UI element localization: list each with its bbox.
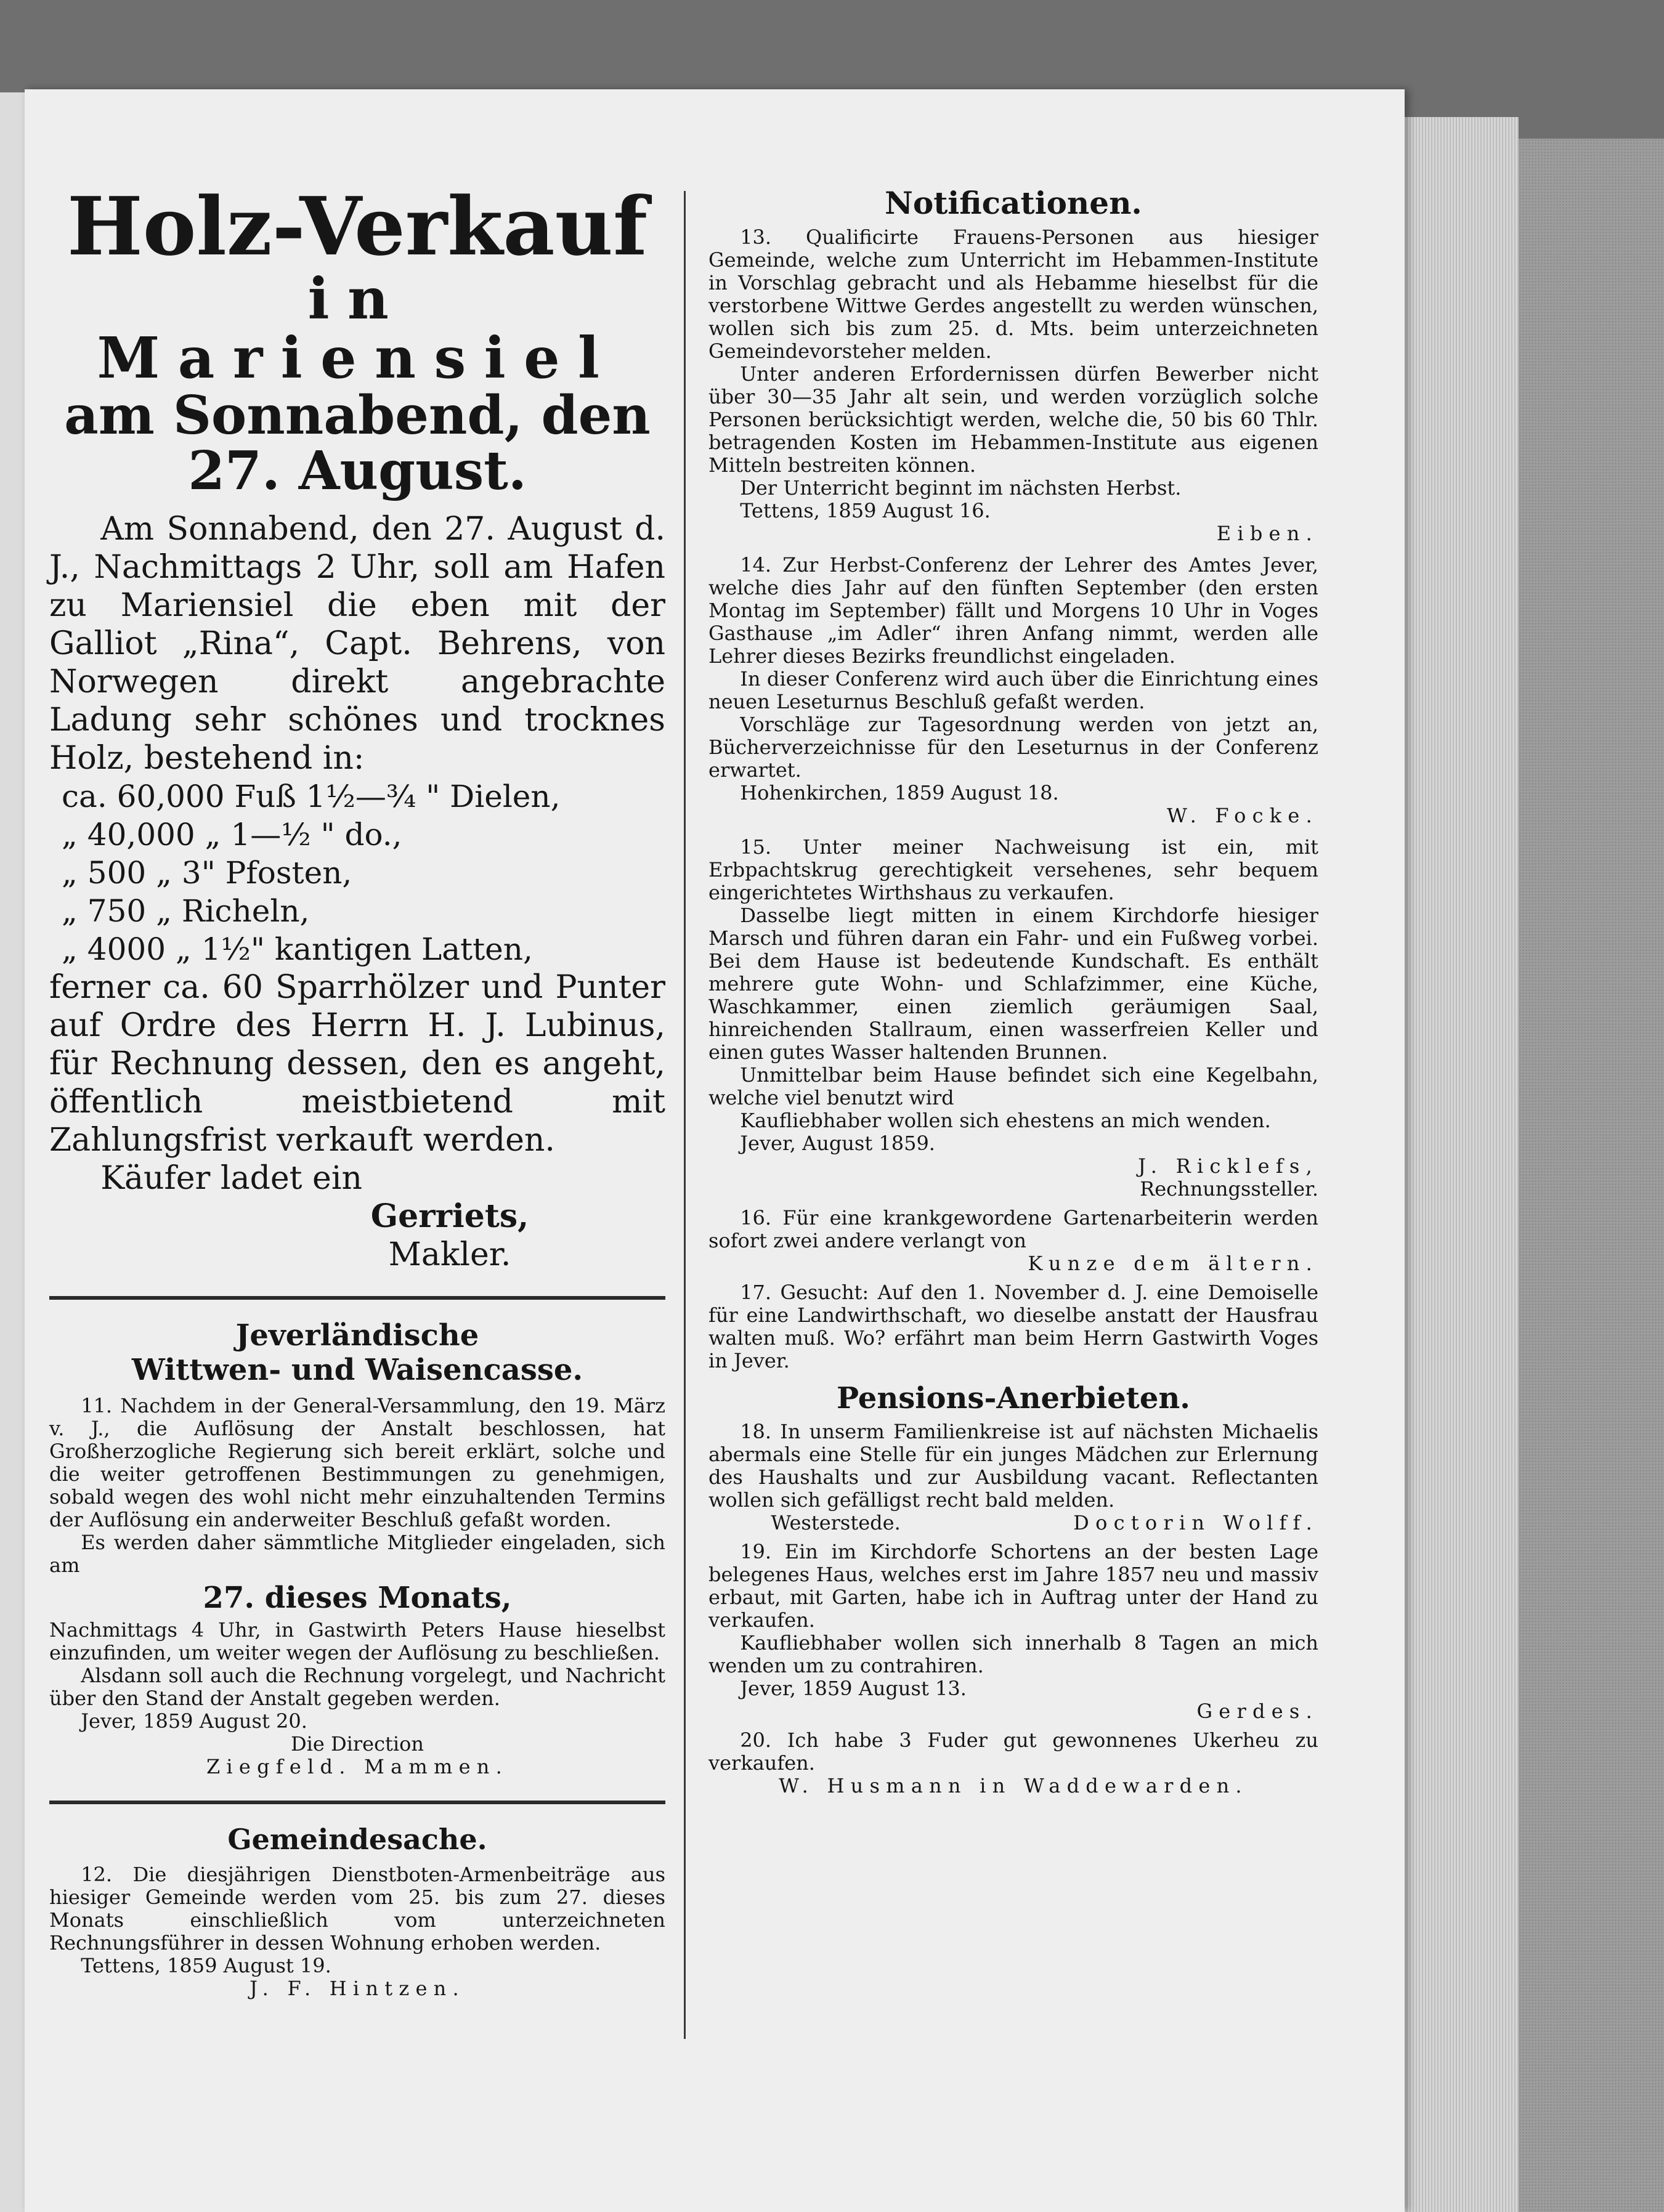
ad-title-3: am Sonnabend, den: [64, 384, 651, 447]
ad-item-list: [62, 777, 665, 968]
ad-item: ca. 60,000 Fuß 1½—¾ " Dielen,: [62, 779, 561, 815]
timber-sale-ad: [49, 179, 665, 1274]
widow-sign-2: Ziegfeld. Mammen.: [206, 1755, 509, 1779]
notice-18: 18. In unserm Familienkreise ist auf nächsten Michaelis abermals eine Stelle für ein junges Mädchen zur Erlernung des Haushalts und zur Ausbildung vacant. Reflectanten wollen sich gefälligst recht bald melden.: [708, 1420, 1318, 1512]
widow-sign-1: Die Direction: [290, 1732, 424, 1756]
notice-18-footer: [708, 1512, 1318, 1534]
notice-14-p2: In dieser Conferenz wird auch über die Einrichtung eines neuen Leseturnus Beschluß gefaßt werden.: [708, 667, 1318, 713]
page-edges: [1389, 117, 1519, 2212]
widow-head-2: Wittwen- und Waisencasse.: [131, 1353, 583, 1388]
column-divider: [684, 191, 686, 2039]
notice-16: 16. Für eine krankgewordene Gartenarbeiterin werden sofort zwei andere verlangt von: [708, 1206, 1318, 1252]
widow-p3: Nachmittags 4 Uhr, in Gastwirth Peters Hause hieselbst einzufinden, um weiter wegen der Auflösung zu beschließen.: [49, 1618, 665, 1665]
previous-page-edge: [0, 92, 25, 2212]
community-notice: [49, 1823, 665, 2000]
notice-13-p1: 13. Qualificirte Frauens-Personen aus hiesiger Gemeinde, welche zum Unterricht im Hebammen-Institute in Vorschlag gebracht und als Hebamme hieselbst für die verstorbene Wittwe Gerdes angestellt zu werden wünschen, wollen sich bis zum 25. d. Mts. beim unterzeichneten Gemeindevorsteher melden.: [708, 225, 1318, 363]
widow-head-1: Jeverländische: [235, 1318, 479, 1353]
ad-item: „ 750 „ Richeln,: [62, 893, 310, 930]
notice-15-p4: Kaufliebhaber wollen sich ehestens an mich wenden.: [740, 1109, 1271, 1132]
section-divider: [49, 1296, 665, 1300]
widow-p1: 11. Nachdem in der General-Versammlung, den 19. März v. J., die Auflösung der Anstalt beschlossen, hat Großherzogliche Regierung sich bereit erklärt, solche und die weiter getroffenen Bestimmungen zu genehmigen, sobald wegen des wohl nicht mehr einzuhaltenden Termins der Auflösung ein anderweiter Beschluß gefaßt worden.: [49, 1394, 665, 1532]
notice-13-place: Tettens, 1859 August 16.: [740, 499, 991, 522]
notice-14-p1: 14. Zur Herbst-Conferenz der Lehrer des Amtes Jever, welche dies Jahr auf den fünften September (den ersten Montag im September) fällt und Morgens 10 Uhr in Voges Gasthause „im Adler“ ihren Anfang nimmt, werden alle Lehrer dieses Bezirks freundlichst eingeladen.: [708, 553, 1318, 668]
ad-sign-role: Makler.: [388, 1236, 511, 1274]
ad-item: „ 40,000 „ 1—½ " do.,: [62, 817, 402, 853]
widow-date: 27. dieses Monats,: [203, 1581, 512, 1616]
left-column: [49, 179, 665, 2001]
notice-20-sign: W. Husmann in Waddewarden.: [779, 1774, 1248, 1797]
gemeinde-place: Tettens, 1859 August 19.: [81, 1954, 331, 1978]
notice-17: 17. Gesucht: Auf den 1. November d. J. eine Demoiselle für eine Landwirthschaft, wo dieselbe anstatt der Hausfrau walten muß. Wo? erfährt man beim Herrn Gastwirth Voges in Jever.: [708, 1281, 1318, 1372]
pension-offers: [708, 1381, 1318, 1797]
notice-15-p1: 15. Unter meiner Nachweisung ist ein, mit Erbpachtskrug gerechtigkeit versehenes, sehr bequem eingerichtetes Wirthshaus zu verkaufen.: [708, 835, 1318, 904]
ad-item: „ 500 „ 3" Pfosten,: [62, 855, 352, 891]
ad-title-4: 27. August.: [188, 439, 527, 502]
notice-19-p1: 19. Ein im Kirchdorfe Schortens an der besten Lage belegenes Haus, welches erst im Jahre 1857 neu und massiv erbaut, mit Garten, habe ich in Auftrag unter der Hand zu verkaufen.: [708, 1540, 1318, 1632]
notice-19-place: Jever, 1859 August 13.: [740, 1677, 967, 1700]
notice-13-sign: Eiben.: [1216, 522, 1318, 545]
notice-15-place: Jever, August 1859.: [740, 1132, 935, 1155]
notice-19-sign: Gerdes.: [1196, 1700, 1318, 1723]
notice-13-p3: Der Unterricht beginnt im nächsten Herbst.: [740, 476, 1182, 500]
notice-15-p3: Unmittelbar beim Hause befindet sich eine Kegelbahn, welche viel benutzt wird: [708, 1063, 1318, 1109]
pension-head: Pensions-Anerbieten.: [837, 1381, 1190, 1416]
ad-body-1: Am Sonnabend, den 27. August d. J., Nachmittags 2 Uhr, soll am Hafen zu Mariensiel die eben mit der Galliot „Rina“, Capt. Behrens, von Norwegen direkt angebrachte Ladung sehr schönes und trocknes Holz, bestehend in:: [49, 511, 665, 777]
notice-15-sign-1: J. Ricklefs,: [1138, 1154, 1318, 1178]
notice-15-p2: Dasselbe liegt mitten in einem Kirchdorfe hiesiger Marsch und führen daran ein Fahr- und ein Fußweg vorbei. Bei dem Hause ist bedeutende Kundschaft. Es enthält mehrere gute Wohn- und Schlafzimmer, eine Küche, Waschkammer, einen ziemlich geräumigen Saal, hinreichenden Stallraum, einen wasserfreien Keller und einen gutes Wasser haltenden Brunnen.: [708, 904, 1318, 1064]
notice-20: 20. Ich habe 3 Fuder gut gewonnenes Ukerheu zu verkaufen.: [708, 1728, 1318, 1775]
notice-19-p2: Kaufliebhaber wollen sich innerhalb 8 Tagen an mich wenden um zu contrahiren.: [708, 1631, 1318, 1677]
ad-invite: Käufer ladet ein: [100, 1160, 362, 1197]
notice-15-sign-2: Rechnungssteller.: [1140, 1177, 1318, 1201]
widow-fund-notice: [49, 1318, 665, 1778]
ad-sign-name: Gerriets,: [370, 1197, 529, 1236]
notif-head: Notificationen.: [885, 185, 1142, 221]
ad-title-2: in Mariensiel: [97, 265, 618, 392]
notice-18-sign: Doctorin Wolff.: [1073, 1511, 1318, 1534]
section-divider: [49, 1801, 665, 1804]
widow-p2: Es werden daher sämmtliche Mitglieder eingeladen, sich am: [49, 1531, 665, 1578]
gemeinde-sign: J. F. Hintzen.: [250, 1977, 465, 2001]
ad-body-2: ferner ca. 60 Sparrhölzer und Punter auf Ordre des Herrn H. J. Lubinus, für Rechnung dessen, den es angeht, öffentlich meistbietend mit Zahlungsfrist verkauft werden.: [49, 969, 665, 1159]
notice-13-p2: Unter anderen Erfordernissen dürfen Bewerber nicht über 30—35 Jahr alt sein, und werden vorzüglich solche Personen berücksichtigt werden, welche die, 50 bis 60 Thlr. betragenden Kosten im Hebammen-Institute aus eigenen Mitteln bestreiten können.: [708, 362, 1318, 477]
notice-18-place: Westerstede.: [771, 1511, 901, 1534]
notice-16-sign: Kunze dem ältern.: [1028, 1252, 1318, 1275]
gemeinde-head: Gemeindesache.: [227, 1823, 487, 1857]
notifications: [708, 185, 1318, 1372]
gemeinde-p1: 12. Die diesjährigen Dienstboten-Armenbeiträge aus hiesiger Gemeinde werden vom 25. bis zum 27. dieses Monats einschließlich vom unterzeichneten Rechnungsführer in dessen Wohnung erhoben werden.: [49, 1863, 665, 1955]
notice-14-sign: W. Focke.: [1167, 804, 1318, 827]
ad-item: „ 4000 „ 1½" kantigen Latten,: [62, 931, 533, 968]
notice-14-place: Hohenkirchen, 1859 August 18.: [740, 781, 1059, 804]
widow-place: Jever, 1859 August 20.: [81, 1709, 307, 1733]
notice-14-p3: Vorschläge zur Tagesordnung werden von jetzt an, Bücherverzeichnisse für den Leseturnus in der Conferenz erwartet.: [708, 713, 1318, 782]
widow-p4: Alsdann soll auch die Rechnung vorgelegt, und Nachricht über den Stand der Anstalt gegeben werden.: [49, 1664, 665, 1711]
right-column: [708, 185, 1318, 1797]
ad-title-1: Holz-Verkauf: [67, 179, 648, 273]
